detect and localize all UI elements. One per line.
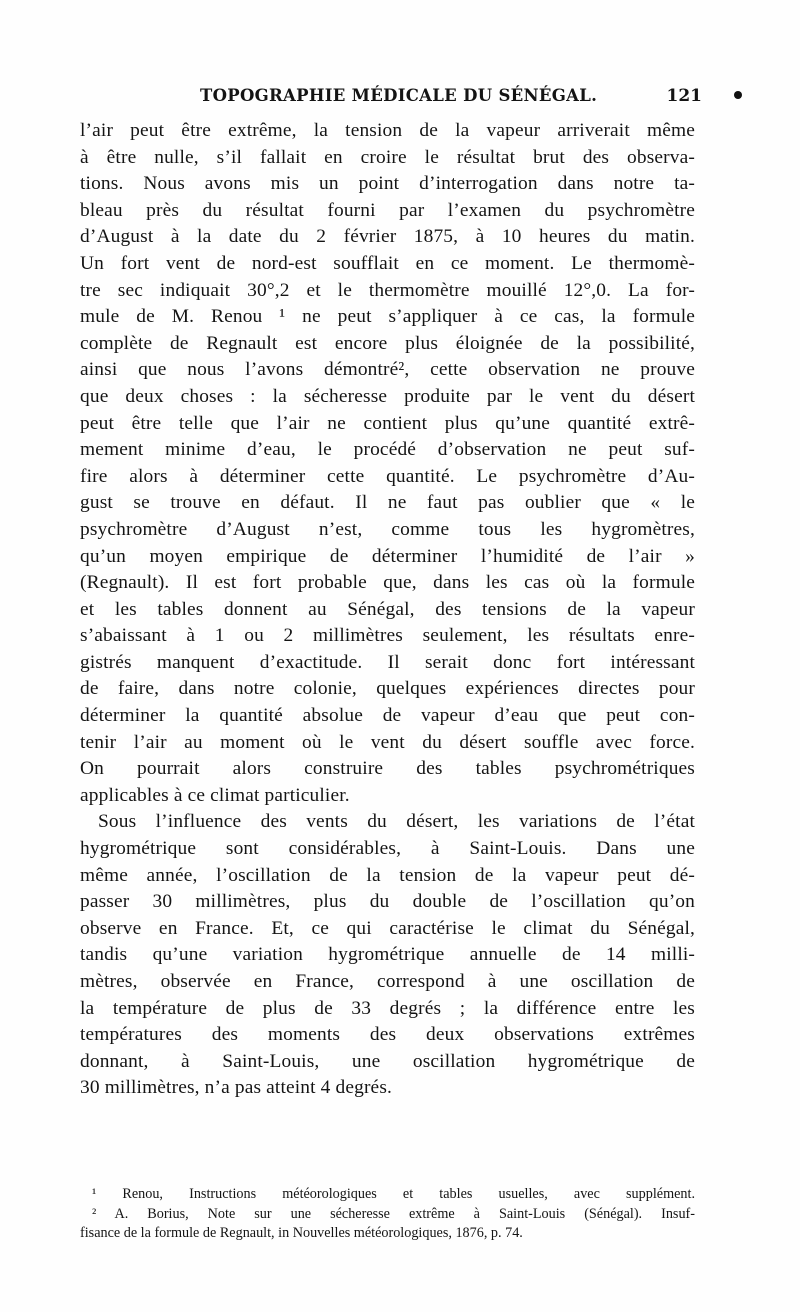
footnote-2-continued: fisance de la formule de Regnault, in Nouvelles météorologiques, 1876, p. 74. bbox=[80, 1225, 523, 1241]
text-line: qu’un moyen empirique de déterminer l’humidité de l’air » bbox=[80, 545, 695, 567]
text-line: et les tables donnent au Sénégal, des tensions de la vapeur bbox=[80, 598, 695, 620]
running-title: TOPOGRAPHIE MÉDICALE DU SÉNÉGAL. bbox=[200, 86, 598, 105]
text-line: mement minime d’eau, le procédé d’observation ne peut suf- bbox=[80, 439, 695, 461]
text-line: d’August à la date du 2 février 1875, à 10 heures du matin. bbox=[80, 226, 695, 248]
text-line: ainsi que nous l’avons démontré², cette observation ne prouve bbox=[80, 359, 695, 381]
text-line: tions. Nous avons mis un point d’interrogation dans notre ta- bbox=[80, 173, 695, 195]
text-line: mule de M. Renou ¹ ne peut s’appliquer à ce cas, la formule bbox=[80, 306, 695, 328]
footnotes bbox=[80, 1185, 695, 1244]
text-line: gust se trouve en défaut. Il ne faut pas oublier que « le bbox=[80, 492, 695, 514]
text-line: tre sec indiquait 30°,2 et le thermomètre mouillé 12°,0. La for- bbox=[80, 279, 695, 301]
footnote-2: ² A. Borius, Note sur une sécheresse extrême à Saint-Louis (Sénégal). Insuf- bbox=[92, 1205, 695, 1222]
text-line: donnant, à Saint-Louis, une oscillation hygrométrique de bbox=[80, 1050, 695, 1072]
text-line: peut être telle que l’air ne contient plus qu’une quantité extrê- bbox=[80, 412, 695, 434]
text-line: 30 millimètres, n’a pas atteint 4 degrés. bbox=[80, 1077, 393, 1099]
text-line: mètres, observée en France, correspond à une oscillation de bbox=[80, 971, 695, 992]
text-line: à être nulle, s’il fallait en croire le résultat brut des observa- bbox=[80, 146, 695, 168]
text-line: On pourrait alors construire des tables psychrométriques bbox=[80, 758, 695, 780]
text-line: passer 30 millimètres, plus du double de l’oscillation qu’on bbox=[80, 891, 695, 913]
footnote-1: ¹ Renou, Instructions météorologiques et tables usuelles, avec supplément. bbox=[92, 1186, 695, 1202]
text-line: l’air peut être extrême, la tension de la vapeur arriverait même bbox=[80, 120, 695, 141]
text-line: gistrés manquent d’exactitude. Il serait donc fort intéressant bbox=[80, 651, 695, 673]
page-number: 121 bbox=[666, 86, 702, 106]
text-line: bleau près du résultat fourni par l’examen du psychromètre bbox=[80, 199, 695, 221]
text-line: s’abaissant à 1 ou 2 millimètres seulement, les résultats enre- bbox=[80, 625, 695, 647]
text-line: même année, l’oscillation de la tension de la vapeur peut dé- bbox=[80, 864, 695, 886]
body-text bbox=[80, 118, 695, 1102]
margin-dot-mark bbox=[734, 91, 742, 99]
text-line: Un fort vent de nord-est soufflait en ce moment. Le thermomè- bbox=[80, 252, 695, 274]
text-line: observe en France. Et, ce qui caractérise le climat du Sénégal, bbox=[80, 917, 695, 939]
text-line: applicables à ce climat particulier. bbox=[80, 784, 350, 806]
text-line: (Regnault). Il est fort probable que, dans les cas où la formule bbox=[80, 572, 695, 594]
text-line: Sous l’influence des vents du désert, les variations de l’état bbox=[98, 811, 695, 833]
text-line: psychromètre d’August n’est, comme tous les hygromètres, bbox=[80, 518, 695, 540]
text-line: déterminer la quantité absolue de vapeur d’eau que peut con- bbox=[80, 705, 695, 727]
text-line: que deux choses : la sécheresse produite par le vent du désert bbox=[80, 385, 695, 407]
text-line: la température de plus de 33 degrés ; la différence entre les bbox=[80, 997, 695, 1019]
text-line: hygrométrique sont considérables, à Saint-Louis. Dans une bbox=[80, 838, 695, 860]
text-line: complète de Regnault est encore plus éloignée de la possibilité, bbox=[80, 332, 695, 354]
text-line: tenir l’air au moment où le vent du désert souffle avec force. bbox=[80, 731, 695, 753]
page-header bbox=[80, 86, 710, 114]
text-line: fire alors à déterminer cette quantité. Le psychromètre d’Au- bbox=[80, 465, 695, 487]
text-line: tandis qu’une variation hygrométrique annuelle de 14 milli- bbox=[80, 944, 695, 966]
text-line: de faire, dans notre colonie, quelques expériences directes pour bbox=[80, 678, 695, 700]
text-line: températures des moments des deux observations extrêmes bbox=[80, 1024, 695, 1046]
